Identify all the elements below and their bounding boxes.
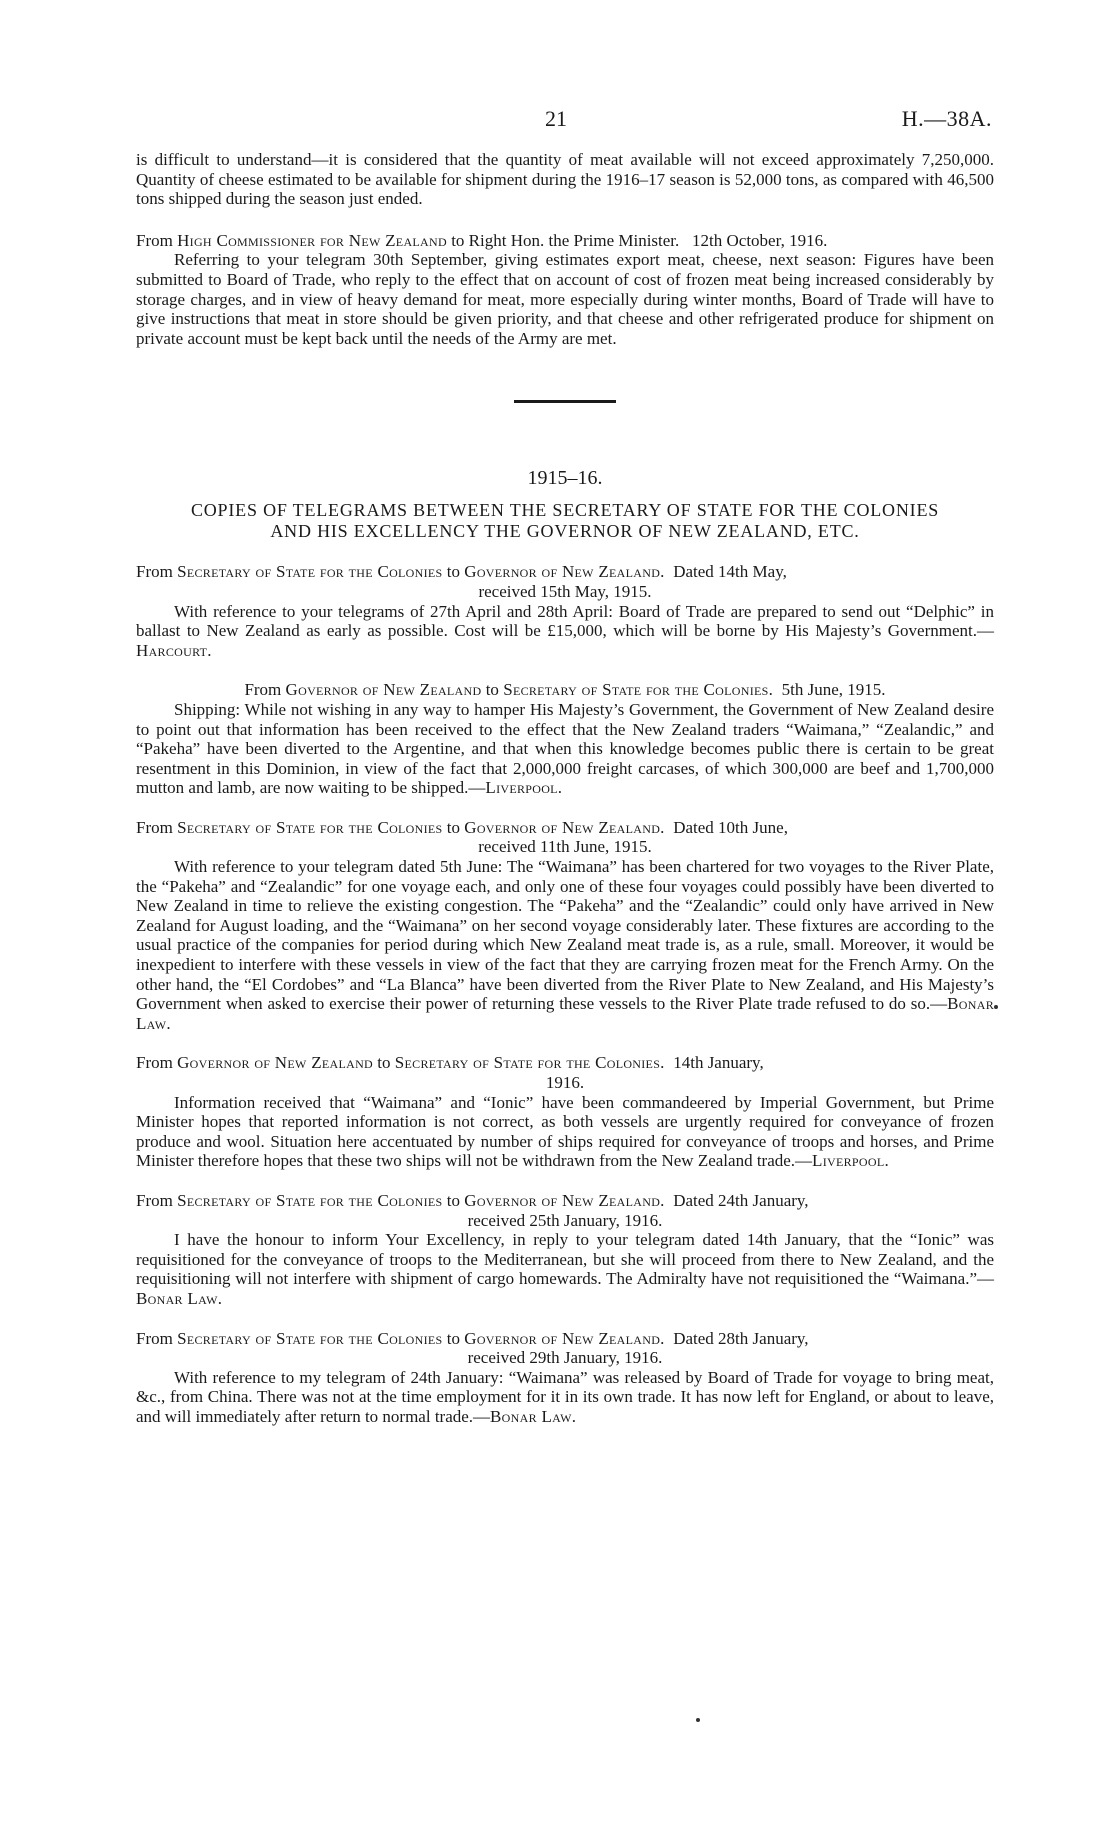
telegram-received: received 11th June, 1915. bbox=[478, 837, 652, 857]
telegram-heading: From Governor of New Zealand to Secretary of State for the Colonies. 14th January, bbox=[136, 1053, 764, 1073]
page-header bbox=[0, 106, 1114, 140]
telegram-body: With reference to your telegrams of 27th April and 28th April: Board of Trade are prepared to send out “Delphic” in ballast to New Zealand as early as possible. Cost will be £15,000, which will be borne by His Majesty’s Government.—Harcourt. bbox=[136, 601, 994, 660]
telegram-signature: Bonar Law. bbox=[490, 1406, 577, 1426]
telegram-date: 5th June, 1915. bbox=[781, 680, 886, 700]
telegram-recipient: Governor of New Zealand. bbox=[464, 1328, 665, 1348]
section-divider bbox=[514, 400, 616, 403]
telegram-heading: From Secretary of State for the Colonies to Governor of New Zealand. Dated 14th May, bbox=[136, 562, 787, 582]
telegram-received: 1916. bbox=[545, 1073, 585, 1092]
telegram-heading: From Governor of New Zealand to Secretary of State for the Colonies. 5th June, 1915. bbox=[244, 680, 886, 700]
telegram-heading: From Secretary of State for the Colonies to Governor of New Zealand. Dated 10th June, bbox=[136, 817, 788, 837]
telegram-recipient: Governor of New Zealand. bbox=[464, 817, 665, 837]
telegram-sender: Secretary of State for the Colonies bbox=[177, 1190, 443, 1210]
telegram-heading: From High Commissioner for New Zealand to Right Hon. the Prime Minister. 12th October, 1916. bbox=[136, 230, 828, 250]
telegram-date: 14th January, bbox=[673, 1053, 764, 1073]
document-reference: H.—38A. bbox=[901, 106, 992, 131]
telegram-heading: From Secretary of State for the Colonies to Governor of New Zealand. Dated 24th January, bbox=[136, 1190, 809, 1210]
stray-ink-dot bbox=[696, 1718, 700, 1722]
telegram-block bbox=[136, 680, 994, 798]
telegram-date: Dated 10th June, bbox=[673, 817, 788, 837]
telegram-block bbox=[136, 1053, 994, 1171]
section-heading: COPIES OF TELEGRAMS BETWEEN THE SECRETARY OF STATE FOR THE COLONIES AND HIS EXCELLENCY THE GOVERNOR OF NEW ZEALAND, ETC. bbox=[190, 500, 940, 542]
telegram-sender: High Commissioner for New Zealand bbox=[177, 230, 447, 250]
telegram-date: Dated 28th January, bbox=[673, 1328, 809, 1348]
telegram-signature: Harcourt. bbox=[136, 640, 212, 660]
telegram-date: Dated 14th May, bbox=[673, 562, 787, 582]
intro-paragraph: is difficult to understand—it is considered that the quantity of meat available will not exceed approximately 7,250,000. Quantity of cheese estimated to be available for shipment during the 1916–17 season is 52,000 tons, as compared with 46,500 tons shipped during the season just ended. bbox=[136, 150, 994, 209]
telegram-1916-block bbox=[136, 231, 994, 349]
telegram-heading: From Secretary of State for the Colonies to Governor of New Zealand. Dated 28th January, bbox=[136, 1328, 809, 1348]
telegram-body: I have the honour to inform Your Excellency, in reply to your telegram dated 14th January, that the “Ionic” was requisitioned for the conveyance of troops to the Mediterranean, but she will proceed from there to New Zealand, and the requisitioning will not interfere with shipment of cargo homewards. The Admiralty have not requisitioned the “Waimana.”—Bonar Law. bbox=[136, 1230, 994, 1308]
telegram-block bbox=[136, 1329, 994, 1427]
telegram-body: Shipping: While not wishing in any way to hamper His Majesty’s Government, the Government of New Zealand desire to point out that information has been received to the effect that the New Zealand traders “Waimana,” “Zealandic,” and “Pakeha” have been diverted to the Argentine, and that when this knowledge becomes public there is certain to be great resentment in this Dominion, in view of the fact that 2,000,000 freight carcases, of which 300,000 are beef and 1,700,000 mutton and lamb, are now waiting to be shipped.—Liverpool. bbox=[136, 699, 994, 798]
telegram-block bbox=[136, 562, 994, 660]
telegram-block bbox=[136, 1191, 994, 1309]
telegram-recipient: Governor of New Zealand. bbox=[464, 1190, 665, 1210]
page-number: 21 bbox=[545, 106, 567, 131]
telegram-body: Information received that “Waimana” and “Ionic” have been commandeered by Imperial Government, but Prime Minister hopes that reported information is not correct, as both vessels are urgently required for conveyance of frozen produce and wool. Situation here accentuated by number of ships required for conveyance of troops and horses, and Prime Minister therefore hopes that these two ships will not be withdrawn from the New Zealand trade.—Liverpool. bbox=[136, 1092, 994, 1171]
telegram-sender: Secretary of State for the Colonies bbox=[177, 817, 443, 837]
section-year: 1915–16. bbox=[527, 467, 603, 490]
telegram-recipient: Right Hon. the Prime Minister. bbox=[468, 230, 680, 250]
telegram-recipient: Secretary of State for the Colonies. bbox=[394, 1053, 665, 1073]
telegram-date: 12th October, 1916. bbox=[692, 230, 828, 250]
telegram-body: Referring to your telegram 30th September, giving estimates export meat, cheese, next season: Figures have been submitted to Board of Trade, who reply to the effect that on account of cost of frozen meat being increased considerably by storage charges, and in view of heavy demand for meat, more especially during winter months, Board of Trade will have to give instructions that meat in store should be given priority, and that cheese and other refrigerated produce for shipment on private account must be kept back until the needs of the Army are met. bbox=[136, 250, 994, 348]
page-body bbox=[136, 150, 994, 1427]
stray-ink-dot bbox=[994, 1005, 998, 1009]
telegram-sender: Secretary of State for the Colonies bbox=[177, 562, 443, 582]
telegram-body: With reference to my telegram of 24th January: “Waimana” was released by Board of Trade for voyage to bring meat, &c., from China. There was not at the time employment for it in its own trade. It has now left for England, or about to leave, and will immediately after return to normal trade.—Bonar Law. bbox=[136, 1367, 994, 1426]
telegram-received: received 15th May, 1915. bbox=[478, 581, 652, 601]
telegram-signature: Bonar Law. bbox=[136, 994, 994, 1033]
telegram-signature: Liverpool. bbox=[812, 1151, 890, 1171]
telegram-received: received 29th January, 1916. bbox=[467, 1348, 663, 1368]
telegram-sender: Governor of New Zealand bbox=[177, 1053, 374, 1073]
telegram-signature: Liverpool. bbox=[485, 778, 563, 798]
telegram-received: received 25th January, 1916. bbox=[467, 1210, 663, 1230]
telegram-signature: Bonar Law. bbox=[136, 1288, 223, 1308]
telegram-body: With reference to your telegram dated 5th June: The “Waimana” has been chartered for two voyages to the River Plate, the “Pakeha” and “Zealandic” for one voyage each, and only one of these four voyages could possibly have been diverted to New Zealand in time to relieve the existing congestion. The “Pakeha” and the “Zealandic” could only have arrived in New Zealand for August loading, and the “Waimana” on her second voyage considerably later. These fixtures are according to the usual practice of the companies for period during which New Zealand meat trade is, as a rule, small. Moreover, it would be inexpedient to interfere with these vessels in view of the fact that they are carrying frozen meat for the French Army. On the other hand, the “El Cordobes” and “La Blanca” have been diverted from the River Plate to New Zealand, and His Majesty’s Government when asked to exercise their power of returning these vessels to the River Plate trade refused to do so.—Bonar Law. bbox=[136, 857, 994, 1033]
telegram-block bbox=[136, 818, 994, 1034]
telegram-sender: Governor of New Zealand bbox=[285, 680, 482, 700]
telegram-recipient: Governor of New Zealand. bbox=[464, 562, 665, 582]
telegram-date: Dated 24th January, bbox=[673, 1190, 809, 1210]
telegram-sender: Secretary of State for the Colonies bbox=[177, 1328, 443, 1348]
telegram-recipient: Secretary of State for the Colonies. bbox=[503, 680, 774, 700]
